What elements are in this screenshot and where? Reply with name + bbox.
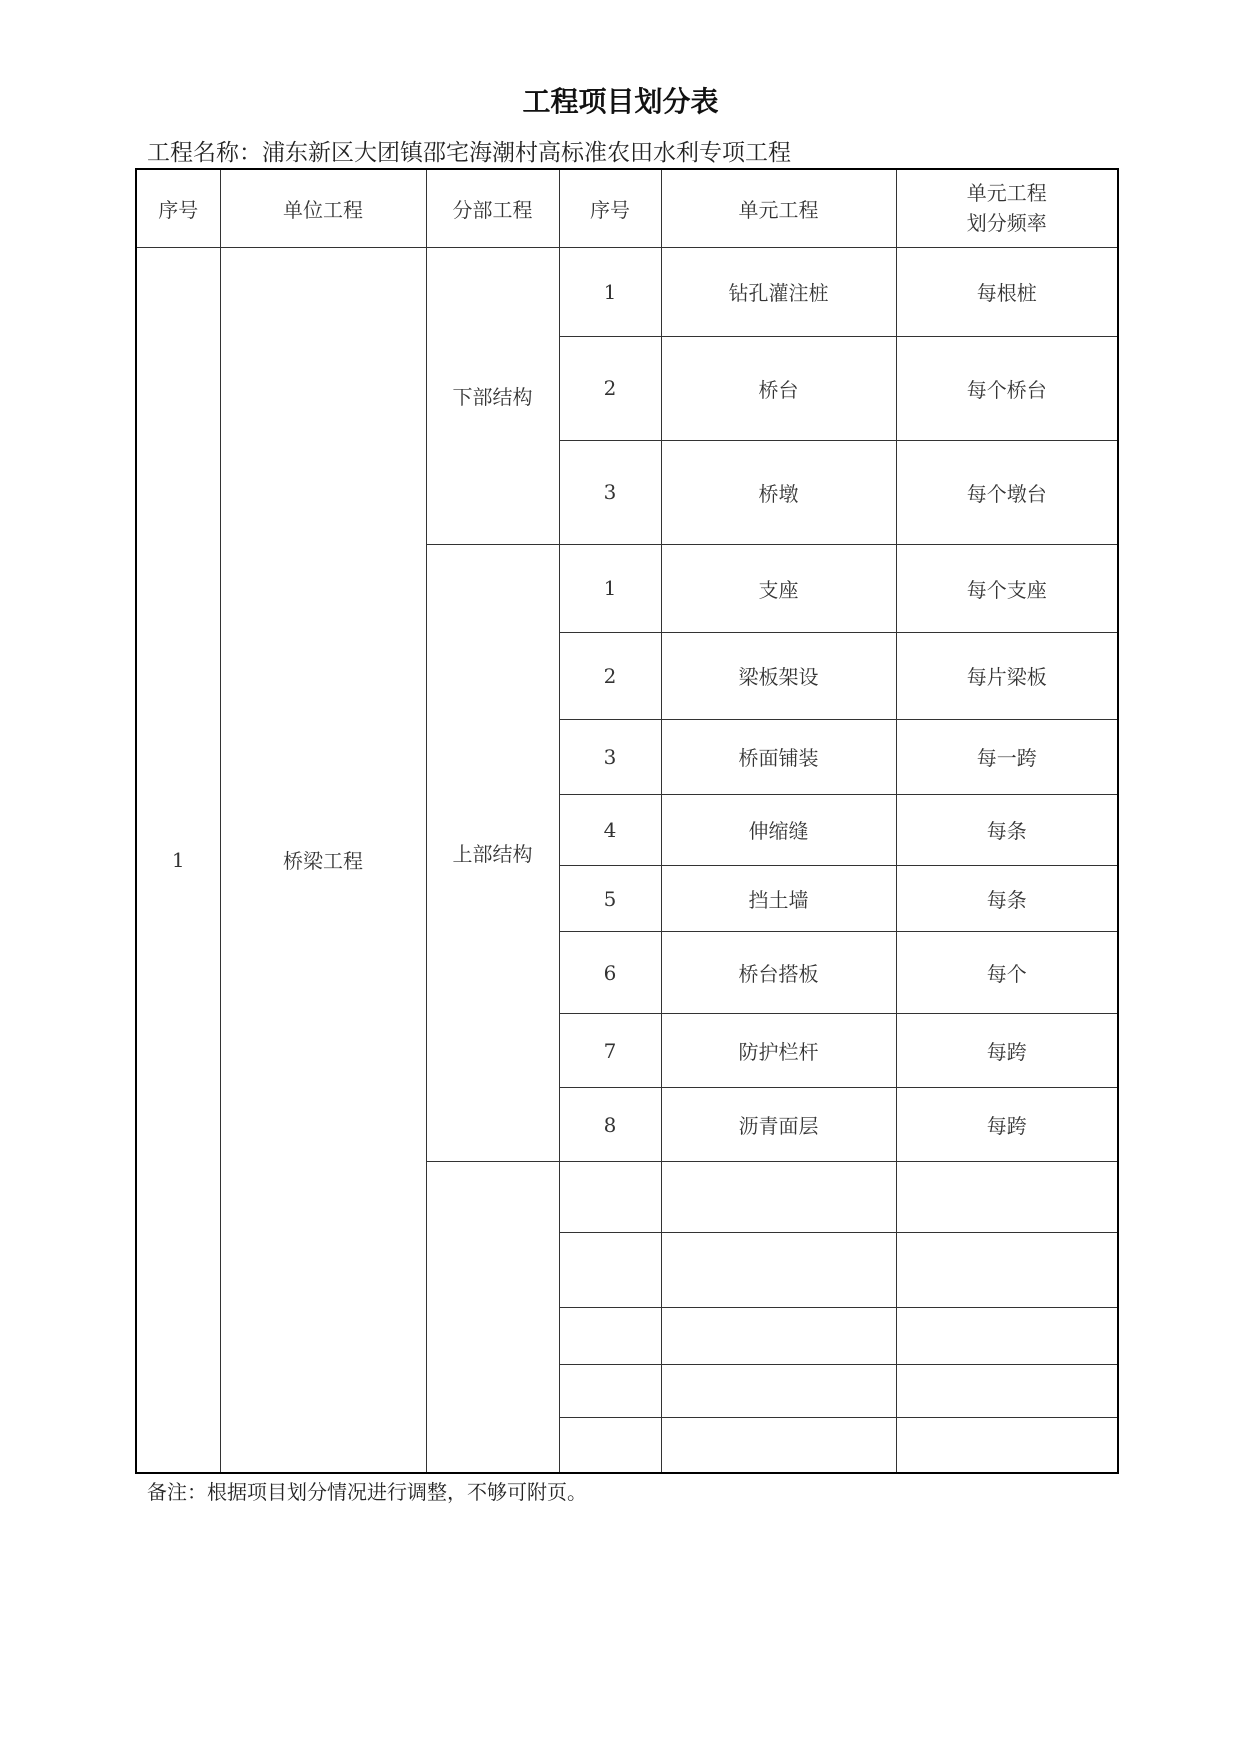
- division-name-cell: 上部结构: [426, 544, 559, 1161]
- item-seq-cell: 8: [559, 1088, 661, 1162]
- element-cell: 桥墩: [661, 440, 896, 544]
- header-division: 分部工程: [426, 169, 559, 247]
- item-seq-cell: 1: [559, 544, 661, 632]
- element-cell: [661, 1233, 896, 1308]
- element-cell: 防护栏杆: [661, 1014, 896, 1088]
- element-cell: 梁板架设: [661, 632, 896, 719]
- frequency-cell: 每跨: [896, 1088, 1118, 1162]
- header-frequency-line2: 划分频率: [966, 211, 1047, 236]
- division-name-cell: 下部结构: [426, 247, 559, 544]
- frequency-cell: 每条: [896, 794, 1118, 865]
- element-cell: 沥青面层: [661, 1088, 896, 1162]
- frequency-cell: 每个支座: [896, 544, 1118, 632]
- division-name-cell: [426, 1162, 559, 1473]
- item-seq-cell: 2: [559, 632, 661, 719]
- frequency-cell: 每个桥台: [896, 336, 1118, 440]
- element-cell: [661, 1365, 896, 1418]
- element-cell: [661, 1308, 896, 1365]
- element-cell: 伸缩缝: [661, 794, 896, 865]
- frequency-cell: 每个: [896, 932, 1118, 1014]
- project-name: 工程名称：浦东新区大团镇邵宅海潮村高标准农田水利专项工程: [147, 140, 791, 166]
- item-seq-cell: 6: [559, 932, 661, 1014]
- header-frequency-line1: 单元工程: [966, 181, 1047, 206]
- element-cell: 桥面铺装: [661, 719, 896, 794]
- header-row: [136, 169, 1118, 247]
- frequency-cell: [896, 1233, 1118, 1308]
- unit-seq-cell: 1: [136, 247, 220, 1473]
- element-cell: [661, 1418, 896, 1473]
- element-cell: 支座: [661, 544, 896, 632]
- item-seq-cell: 1: [559, 247, 661, 336]
- item-seq-cell: 3: [559, 440, 661, 544]
- item-seq-cell: 3: [559, 719, 661, 794]
- item-seq-cell: 7: [559, 1014, 661, 1088]
- header-frequency: [896, 169, 1118, 247]
- frequency-cell: [896, 1162, 1118, 1233]
- item-seq-cell: 5: [559, 865, 661, 931]
- frequency-cell: [896, 1365, 1118, 1418]
- header-element: 单元工程: [661, 169, 896, 247]
- page-title: 工程项目划分表: [522, 85, 719, 118]
- item-seq-cell: 4: [559, 794, 661, 865]
- frequency-cell: [896, 1308, 1118, 1365]
- frequency-cell: 每根桩: [896, 247, 1118, 336]
- frequency-cell: 每个墩台: [896, 440, 1118, 544]
- element-cell: 桥台: [661, 336, 896, 440]
- item-seq-cell: [559, 1418, 661, 1473]
- frequency-cell: 每一跨: [896, 719, 1118, 794]
- item-seq-cell: [559, 1365, 661, 1418]
- header-unit: 单位工程: [220, 169, 426, 247]
- footnote: 备注：根据项目划分情况进行调整，不够可附页。: [147, 1480, 587, 1504]
- item-seq-cell: [559, 1308, 661, 1365]
- item-seq-cell: 2: [559, 336, 661, 440]
- unit-name-cell: 桥梁工程: [220, 247, 426, 1473]
- element-cell: [661, 1162, 896, 1233]
- table-row: [136, 247, 1118, 336]
- item-seq-cell: [559, 1162, 661, 1233]
- header-item-seq: 序号: [559, 169, 661, 247]
- element-cell: 桥台搭板: [661, 932, 896, 1014]
- item-seq-cell: [559, 1233, 661, 1308]
- division-table: [135, 168, 1119, 1474]
- header-seq: 序号: [136, 169, 220, 247]
- frequency-cell: 每条: [896, 865, 1118, 931]
- element-cell: 钻孔灌注桩: [661, 247, 896, 336]
- frequency-cell: 每片梁板: [896, 632, 1118, 719]
- frequency-cell: [896, 1418, 1118, 1473]
- frequency-cell: 每跨: [896, 1014, 1118, 1088]
- element-cell: 挡土墙: [661, 865, 896, 931]
